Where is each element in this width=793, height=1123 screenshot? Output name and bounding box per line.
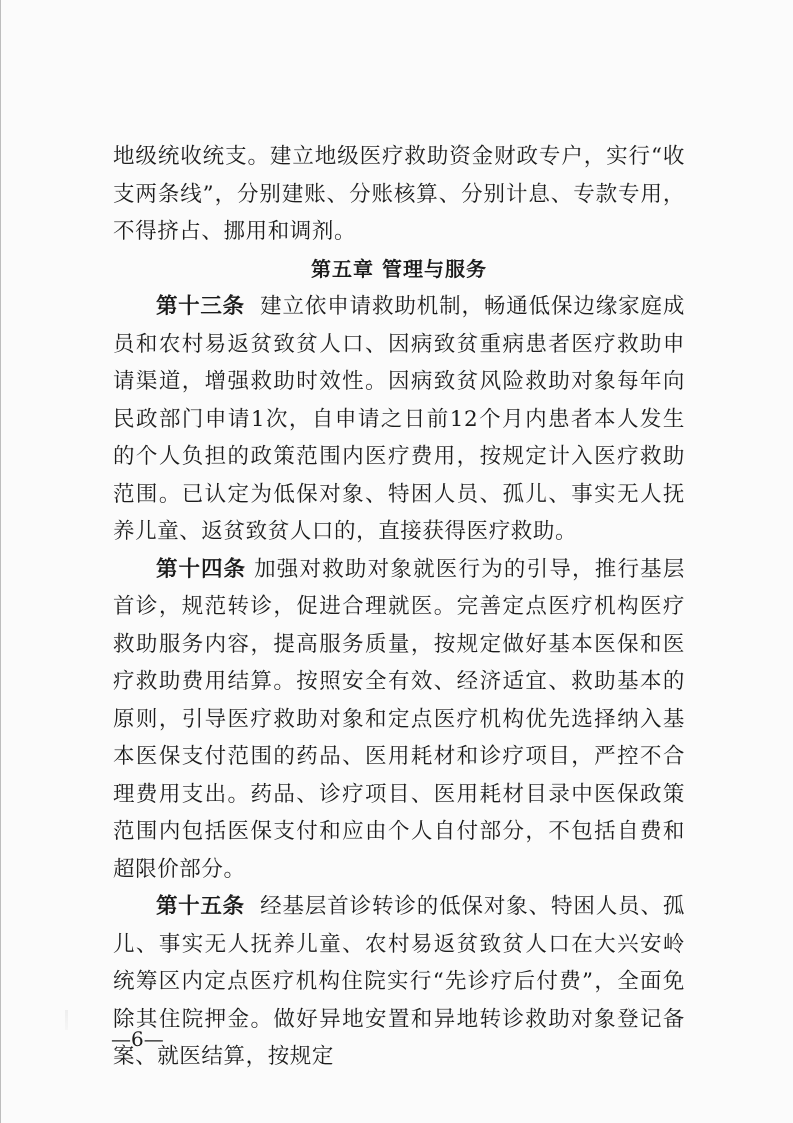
chapter-heading: 第五章 管理与服务 [311, 256, 487, 281]
continuation-paragraph: 地级统收统支。建立地级医疗救助资金财政专户，实行“收支两条线”，分别建账、分账核算、分别计息、专款专用，不得挤占、挪用和调剂。 [113, 144, 685, 244]
article-14-title: 第十四条 [156, 556, 247, 582]
article-13-title: 第十三条 [156, 294, 245, 319]
document-body [113, 138, 685, 1076]
article-15-title: 第十五条 [156, 894, 245, 919]
article-14 [113, 551, 685, 889]
article-15-text: 经基层首诊转诊的低保对象、特困人员、孤儿、事实无人抚养儿童、农村易返贫致贫人口在大兴安岭统筹区内定点医疗机构住院实行“先诊疗后付费”，全面免除其住院押金。做好异地安置和异地转诊救助对象登记备案、就医结算，按规定 [113, 894, 685, 1069]
page-number: —6— [111, 1027, 164, 1051]
article-13 [113, 288, 685, 551]
scan-artifact [65, 1010, 68, 1030]
article-15 [113, 888, 685, 1076]
article-14-text: 加强对救助对象就医行为的引导，推行基层首诊，规范转诊，促进合理就医。完善定点医疗机构医疗救助服务内容，提高服务质量，按规定做好基本医保和医疗救助费用结算。按照安全有效、经济适宜、救助基本的原则，引导医疗救助对象和定点医疗机构优先选择纳入基本医保支付范围的药品、医用耗材和诊疗项目，严控不合理费用支出。药品、诊疗项目、医用耗材目录中医保政策范围内包括医保支付和应由个人自付部分，不包括自费和超限价部分。 [113, 556, 685, 882]
article-13-text: 建立依申请救助机制，畅通低保边缘家庭成员和农村易返贫致贫人口、因病致贫重病患者医疗救助申请渠道，增强救助时效性。因病致贫风险救助对象每年向民政部门申请1次，自申请之日前12个月内患者本人发生的个人负担的政策范围内医疗费用，按规定计入医疗救助范围。已认定为低保对象、特困人员、孤儿、事实无人抚养儿童、返贫致贫人口的，直接获得医疗救助。 [113, 294, 685, 544]
